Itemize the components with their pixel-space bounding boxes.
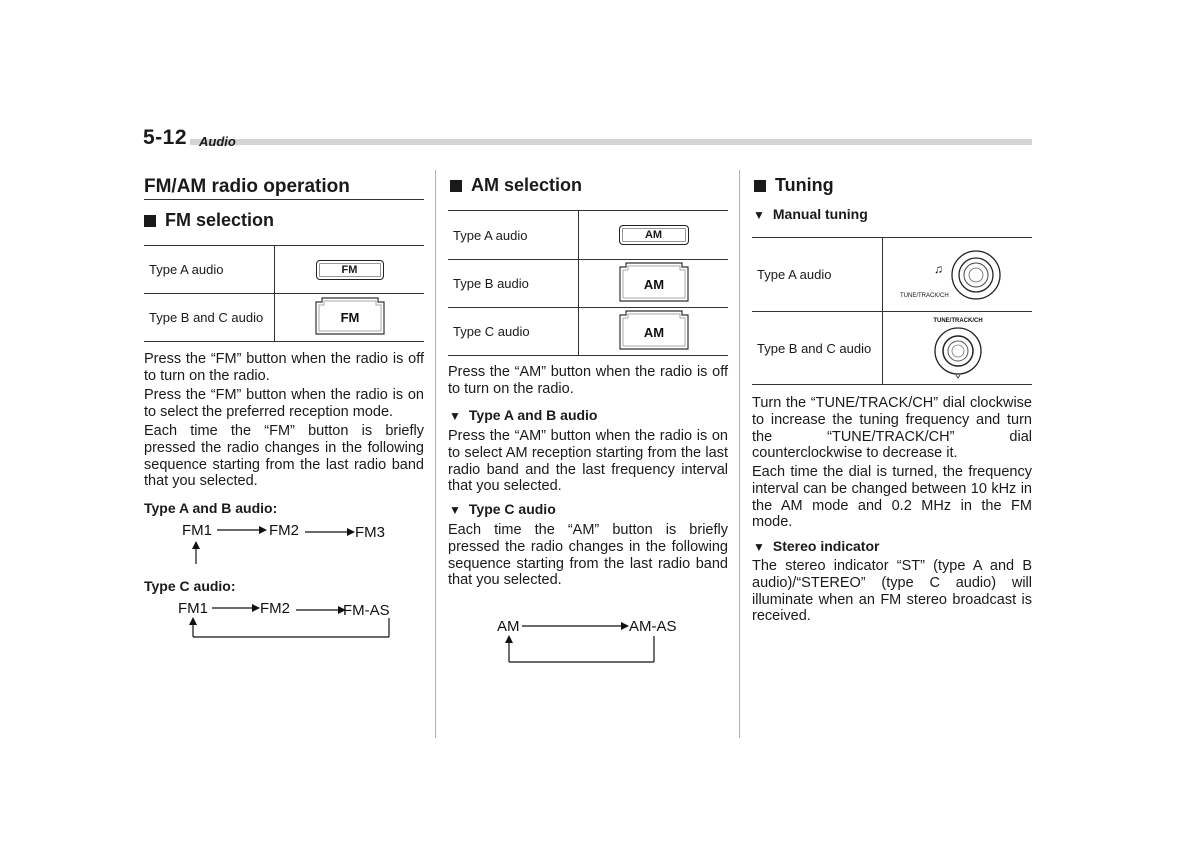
table-cell-label: Type A audio (144, 246, 275, 294)
table-row (144, 246, 424, 294)
table-cell-image (579, 211, 729, 260)
stereo-paragraph: The stereo indicator “ST” (type A and B audio)/“STEREO” (type C audio) will illuminate when an FM stereo broadcast is received. (752, 558, 1032, 625)
dial-label: TUNE/TRACK/CH (932, 317, 983, 324)
fm-button-text: FM (340, 310, 359, 325)
am-paragraph-1: Press the “AM” button when the radio is off to turn on the radio. (448, 364, 728, 397)
fm-selection-heading: FM selection (144, 210, 274, 231)
type-ab-subheading: ▼ Type A and B audio (449, 407, 598, 423)
am-button-raised-icon (618, 261, 690, 303)
table-cell-label: Type C audio (448, 308, 579, 356)
section-title: FM/AM radio operation (144, 176, 350, 197)
square-bullet-icon (450, 180, 462, 192)
table-row (752, 238, 1032, 312)
am-paragraph-3: Each time the “AM” button is briefly pressed the radio changes in the following sequence starting from the last radio band that you selected. (448, 522, 728, 589)
table-cell-label: Type B and C audio (752, 312, 883, 385)
section-label: Audio (199, 134, 236, 149)
fm-paragraph-2: Press the “FM” button when the radio is on to select the preferred reception mode. (144, 387, 424, 420)
flow-step: FM2 (269, 522, 299, 539)
flow-step: FM1 (182, 522, 212, 539)
fm-paragraph-1: Press the “FM” button when the radio is off to turn on the radio. (144, 351, 424, 384)
tuning-heading: Tuning (754, 175, 834, 196)
fm-button-raised-icon (314, 296, 386, 336)
triangle-bullet-icon: ▼ (753, 208, 765, 222)
type-c-subheading: ▼ Type C audio (449, 501, 556, 517)
square-bullet-icon (754, 180, 766, 192)
table-row (448, 211, 728, 260)
triangle-bullet-icon: ▼ (753, 540, 765, 554)
stereo-indicator-subheading: ▼ Stereo indicator (753, 538, 880, 554)
flow-step: FM-AS (343, 602, 390, 619)
table-cell-label: Type A audio (448, 211, 579, 260)
am-button-text: AM (643, 325, 664, 340)
column-divider-2 (739, 170, 740, 738)
title-underline (144, 199, 424, 200)
fm-sequence-c-diagram (172, 596, 412, 644)
table-cell-image (883, 312, 1033, 385)
triangle-bullet-icon: ▼ (449, 409, 461, 423)
table-cell-image (579, 260, 729, 308)
flow-step: FM2 (260, 600, 290, 617)
table-row (448, 260, 728, 308)
table-cell-label: Type A audio (752, 238, 883, 312)
column-divider-1 (435, 170, 436, 738)
table-cell-label: Type B and C audio (144, 294, 275, 342)
type-c-label: Type C audio: (144, 578, 236, 594)
tuning-paragraph-1: Turn the “TUNE/TRACK/CH” dial clockwise to increase the tuning frequency and turn the “TUNE/TRACK/CH” dial counterclockwise to decrease it. (752, 395, 1032, 462)
table-cell-image (275, 246, 425, 294)
fm-sequence-ab-diagram (175, 518, 405, 568)
tuning-paragraph-2: Each time the dial is turned, the frequency interval can be changed between 10 kHz in the AM mode and 0.2 MHz in the FM mode. (752, 464, 1032, 531)
fm-button-table (144, 245, 424, 342)
table-cell-image (275, 294, 425, 342)
manual-tuning-subheading: ▼ Manual tuning (753, 206, 868, 222)
table-row (144, 294, 424, 342)
fm-paragraph-3: Each time the “FM” button is briefly pressed the radio changes in the following sequence starting from the last radio band that you selected. (144, 423, 424, 490)
type-ab-label: Type A and B audio: (144, 500, 278, 516)
am-button-icon: AM (619, 225, 689, 245)
music-note-icon: ♫ (933, 262, 943, 276)
tune-dial-type-a-icon (898, 241, 1018, 305)
header-rule (190, 139, 1032, 145)
am-button-table (448, 210, 728, 356)
am-button-text: AM (643, 277, 664, 292)
fm-button-icon: FM (316, 260, 384, 280)
triangle-bullet-icon: ▼ (449, 503, 461, 517)
tuning-dial-table (752, 237, 1032, 385)
tune-dial-type-bc-icon (908, 314, 1008, 380)
table-cell-label: Type B audio (448, 260, 579, 308)
flow-step: FM3 (355, 524, 385, 541)
am-sequence-diagram (494, 612, 694, 666)
square-bullet-icon (144, 215, 156, 227)
flow-step: AM (497, 618, 520, 635)
table-cell-image (579, 308, 729, 356)
page-number: 5-12 (143, 126, 188, 149)
table-row (752, 312, 1032, 385)
flow-step: FM1 (178, 600, 208, 617)
am-paragraph-2: Press the “AM” button when the radio is on to select AM reception starting from the last radio band and the last frequency interval that you selected. (448, 428, 728, 495)
flow-step: AM-AS (629, 618, 677, 635)
dial-label: TUNE/TRACK/CH (899, 293, 949, 299)
am-button-raised-icon (618, 309, 690, 351)
table-row (448, 308, 728, 356)
am-selection-heading: AM selection (450, 175, 582, 196)
table-cell-image (883, 238, 1033, 312)
